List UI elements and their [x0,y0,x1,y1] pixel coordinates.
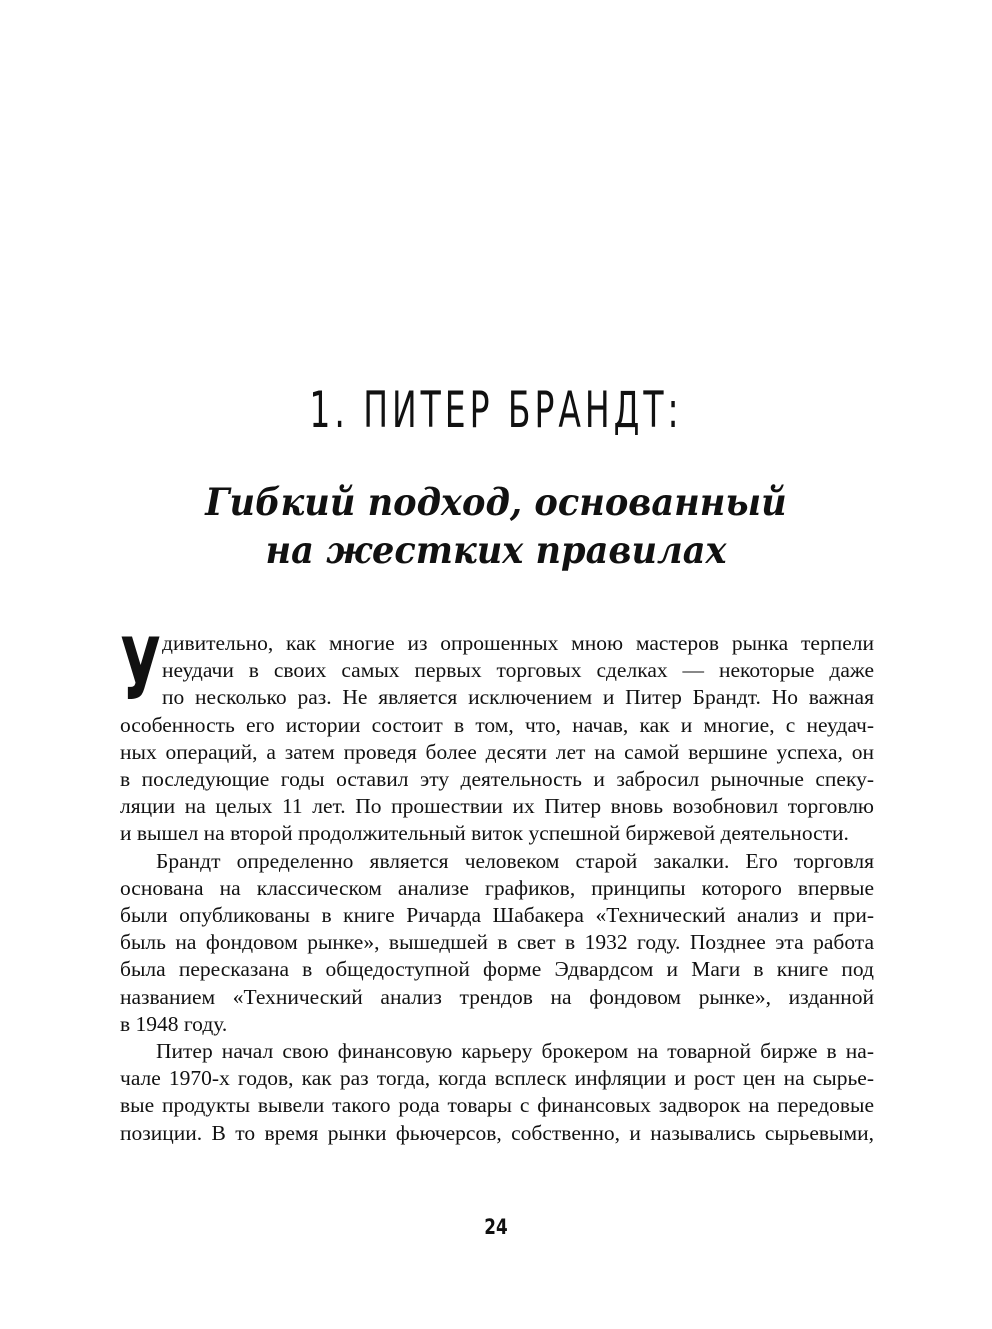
body-text [120,620,874,1147]
text-line: в 1948 году. [120,1011,228,1036]
chapter-title: 1. ПИТЕР БРАНДТ: [309,381,683,439]
paragraph-1 [120,620,874,848]
paragraph-2 [120,848,874,1038]
text-line: Питер начал свою финансовую карьеру брокером на товарной бирже в на- [156,1039,874,1064]
drop-cap: У [120,620,162,720]
paragraph-3 [120,1038,874,1147]
text-line: неудачи в своих самых первых торговых сделках — некоторые даже [162,658,874,683]
text-line: основана на классическом анализе графиков, принципы которого впервые [120,875,874,900]
text-line: была пересказана в общедоступной форме Эдвардсом и Маги в книге под [120,957,874,982]
text-line: дивительно, как многие из опрошенных мною мастеров рынка терпели [162,631,874,655]
text-line: особенность его истории состоит в том, что, начав, как и многие, с неудач- [120,712,874,737]
text-line: ляции на целых 11 лет. По прошествии их Питер вновь возобновил торговлю [120,794,874,819]
text-line: Брандт определенно является человеком старой закалки. Его торговля [156,848,874,873]
text-line: вые продукты вывели такого рода товары с финансовых задворок на передовые [120,1093,874,1118]
text-line: и вышел на второй продолжительный виток успешной биржевой деятельности. [120,821,849,846]
text-line: были опубликованы в книге Ричарда Шабакера «Технический анализ и при- [120,903,874,928]
text-line: чале 1970-х годов, как раз тогда, когда всплеск инфляции и рост цен на сырье- [120,1066,874,1091]
subtitle-line-1: Гибкий подход, основанный [205,480,787,524]
text-line: позиции. В то время рынки фьючерсов, собственно, и назывались сырьевыми, [120,1120,874,1145]
text-line: по несколько раз. Не является исключением и Питер Брандт. Но важная [162,685,874,710]
page-number: 24 [484,1215,508,1239]
text-line: быль на фондовом рынке», вышедшей в свет в 1932 году. Позднее эта работа [120,930,874,955]
text-line: ных операций, а затем проведя более десяти лет на самой вершине успеха, он [120,739,874,764]
subtitle-line-2: на жестких правилах [265,528,727,572]
chapter-subtitle [25,478,967,574]
text-line: названием «Технический анализ трендов на фондовом рынке», изданной [120,984,874,1009]
text-line: в последующие годы оставил эту деятельность и забросил рыночные спеку- [120,767,874,792]
